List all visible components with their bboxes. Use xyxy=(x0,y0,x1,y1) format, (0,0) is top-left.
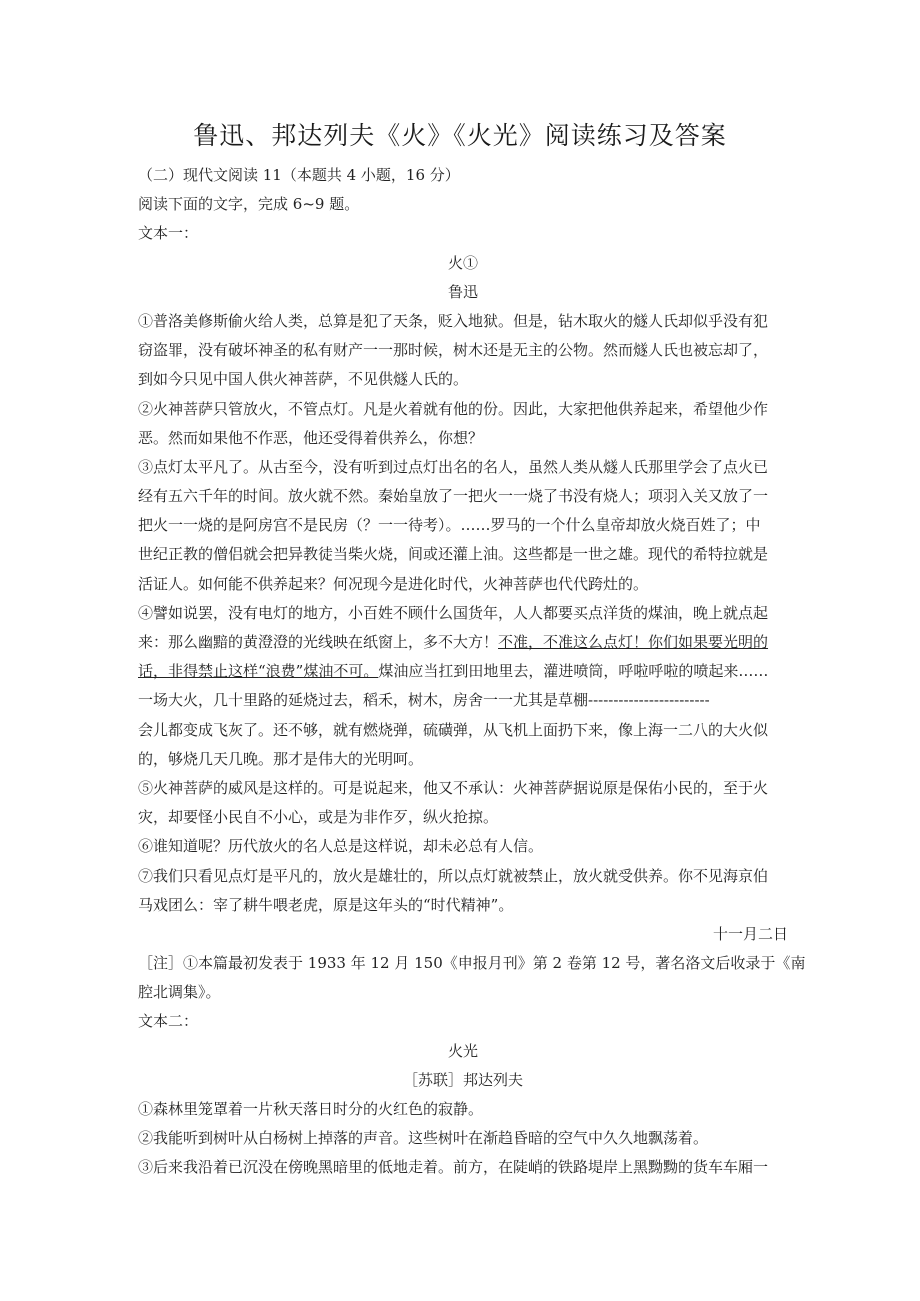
paragraph-line: ④譬如说罢，没有电灯的地方，小百姓不顾什么国货年，人人都要买点洋货的煤油，晚上就点起 xyxy=(138,603,769,622)
paragraph-line: 到如今只见中国人供火神菩萨，不见供燧人氏的。 xyxy=(138,370,469,389)
paragraph-line: 的，够烧几天几晚。那才是伟大的光明呵。 xyxy=(138,749,424,768)
paragraph-line: 世纪正教的僧侣就会把异教徒当柴火烧，间或还灌上油。这些都是一世之雄。现代的希特拉就是 xyxy=(138,545,769,564)
paragraph-line: 会儿都变成飞灰了。还不够，就有燃烧弹，硫磺弹，从飞机上面扔下来，像上海一二八的大火似 xyxy=(138,720,769,739)
paragraph-line: 马戏团么：宰了耕牛喂老虎，原是这年头的“时代精神”。 xyxy=(138,895,514,914)
underlined-text: 话，非得禁止这样“浪费”煤油不可。 xyxy=(138,662,379,681)
paragraph-line: 恶。然而如果他不作恶，他还受得着供养么，你想？ xyxy=(138,428,484,447)
paragraph-line: 一场大火，几十里路的延烧过去，稻禾，树木，房舍一一尤其是草棚------------------------ xyxy=(138,691,710,710)
footnote-line: ［注］①本篇最初发表于 1933 年 12 月 150《申报月刊》第 2 卷第 12 号，著名洛文后收录于《南 xyxy=(138,954,806,973)
plain-text: 煤油应当扛到田地里去，灌进喷筒，呼啦呼啦的喷起来…… xyxy=(378,662,769,681)
paragraph-line: ⑤火神菩萨的威风是这样的。可是说起来，他又不承认：火神菩萨据说原是保佑小民的，至于火 xyxy=(138,778,769,797)
text1-title: 火① xyxy=(447,253,478,272)
paragraph-line: ⑦我们只看见点灯是平凡的，放火是雄壮的，所以点灯就被禁止，放火就受供养。你不见海京伯 xyxy=(138,866,769,885)
page-title: 鲁迅、邦达列夫《火》《火光》阅读练习及答案 xyxy=(193,121,727,150)
underlined-text: 不准，不准这么点灯！你们如果要光明的 xyxy=(498,633,769,651)
paragraph-line: 窃盗罪，没有破坏神圣的私有财产一一那时候，树木还是无主的公物。然而燧人氏也被忘却了， xyxy=(138,341,769,360)
text2-label: 文本二： xyxy=(138,1012,199,1031)
paragraph-line xyxy=(138,628,788,657)
section-header: （二）现代文阅读 11（本题共 4 小题，16 分） xyxy=(138,166,460,184)
paragraph-line: 把火一一烧的是阿房宫不是民房（？一一待考）。……罗马的一个什么皇帝却放火烧百姓了；中 xyxy=(138,516,761,535)
paragraph-line: ①森林里笼罩着一片秋天落日时分的火红色的寂静。 xyxy=(138,1100,484,1118)
paragraph-line: ②我能听到树叶从白杨树上掉落的声音。这些树叶在渐趋昏暗的空气中久久地飘荡着。 xyxy=(138,1129,709,1148)
paragraph-line: ②火神菩萨只管放火，不管点灯。凡是火着就有他的份。因此，大家把他供养起来，希望他少作 xyxy=(138,399,769,418)
text1-author: 鲁迅 xyxy=(447,282,478,301)
paragraph-line: ①普洛美修斯偷火给人类，总算是犯了天条，贬入地狱。但是，钻木取火的燧人氏却似乎没有犯 xyxy=(138,311,769,330)
plain-text: 来：那么幽黯的黄澄澄的光线映在纸窗上，多不大方！ xyxy=(138,633,499,651)
text2-title: 火光 xyxy=(447,1041,478,1060)
footnote-line: 腔北调集》。 xyxy=(138,983,221,1002)
document-body xyxy=(138,161,806,1183)
date-line: 十一月二日 xyxy=(712,924,788,943)
paragraph-line xyxy=(138,657,788,686)
text2-author: ［苏联］邦达列夫 xyxy=(402,1070,523,1089)
paragraph-line: ③后来我沿着已沉没在傍晚黑暗里的低地走着。前方，在陡峭的铁路堤岸上黑黝黝的货车车厢一 xyxy=(138,1158,769,1177)
paragraph-line: 活证人。如何能不供养起来？何况现今是进化时代，火神菩萨也代代跨灶的。 xyxy=(138,574,649,593)
paragraph-line: 灾，却要怪小民自不小心，或是为非作歹，纵火抢掠。 xyxy=(138,808,499,827)
paragraph-line: ⑥谁知道呢？历代放火的名人总是这样说，却未必总有人信。 xyxy=(138,837,544,856)
text1-label: 文本一： xyxy=(138,224,199,243)
paragraph-line: 经有五六千年的时间。放火就不然。秦始皇放了一把火一一烧了书没有烧人；项羽入关又放了一 xyxy=(138,487,769,506)
paragraph-line: ③点灯太平凡了。从古至今，没有听到过点灯出名的名人，虽然人类从燧人氏那里学会了点火已 xyxy=(138,457,769,476)
instruction: 阅读下面的文字，完成 6~9 题。 xyxy=(138,195,360,214)
